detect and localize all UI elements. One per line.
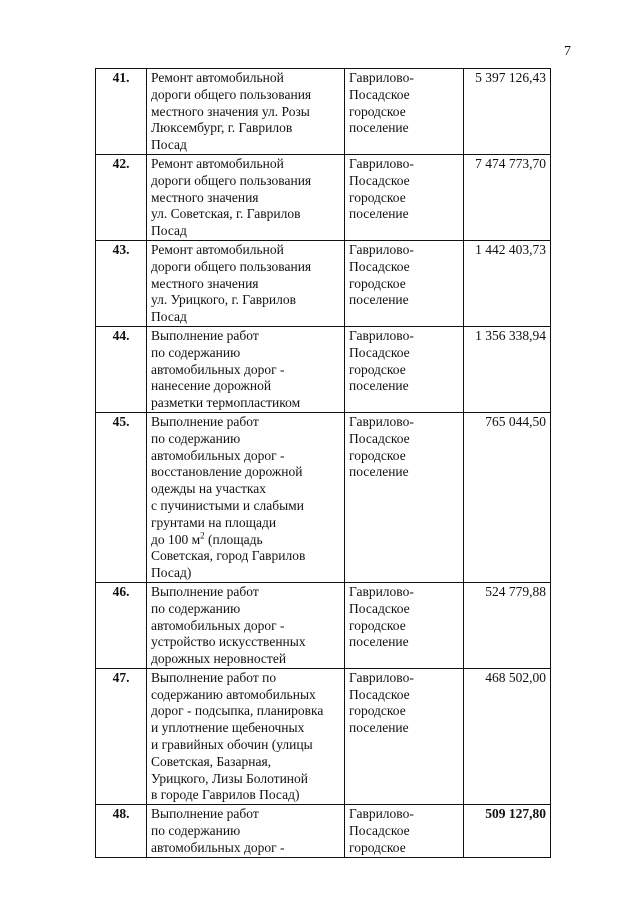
row-number: 48. (96, 805, 147, 857)
page-number: 7 (564, 44, 571, 59)
amount-value: 765 044,50 (464, 412, 551, 582)
square-meter-superscript: 2 (200, 530, 205, 541)
table-row (96, 582, 551, 668)
table-row (96, 326, 551, 412)
table-row (96, 69, 551, 155)
row-number: 45. (96, 412, 147, 582)
settlement-name: Гаврилово- Посадское городское поселение (345, 240, 464, 326)
work-description: Ремонт автомобильной дороги общего пользования местного значения ул. Розы Люксембург, г. Гаврилов Посад (147, 69, 345, 155)
row-number: 43. (96, 240, 147, 326)
work-description (147, 412, 345, 582)
amount-value: 468 502,00 (464, 668, 551, 804)
row-number: 44. (96, 326, 147, 412)
description-text: Выполнение работ по содержанию автомобильных дорог - восстановление дорожной одежды на участках с пучинистыми и слабыми грунтами на площади до 100 м (151, 413, 304, 547)
amount-value: 1 442 403,73 (464, 240, 551, 326)
table-row (96, 154, 551, 240)
row-number: 42. (96, 154, 147, 240)
settlement-name: Гаврилово- Посадское городское поселение (345, 69, 464, 155)
description-text-continued: (площадь Советская, город Гаврилов Посад) (151, 531, 306, 581)
table-row (96, 668, 551, 804)
amount-value: 1 356 338,94 (464, 326, 551, 412)
work-description: Выполнение работ по содержанию автомобильных дорог - нанесение дорожной разметки термопластиком (147, 326, 345, 412)
table-row (96, 240, 551, 326)
settlement-name: Гаврилово- Посадское городское поселение (345, 326, 464, 412)
amount-value: 7 474 773,70 (464, 154, 551, 240)
work-description: Выполнение работ по содержанию автомобильных дорог - подсыпка, планировка и уплотнение щебеночных и гравийных обочин (улицы Советская, Базарная, Урицкого, Лизы Болотиной в городе Гаврилов Посад) (147, 668, 345, 804)
work-description: Выполнение работ по содержанию автомобильных дорог - (147, 805, 345, 857)
settlement-name: Гаврилово- Посадское городское поселение (345, 412, 464, 582)
row-number: 41. (96, 69, 147, 155)
amount-value: 5 397 126,43 (464, 69, 551, 155)
settlement-name: Гаврилово- Посадское городское (345, 805, 464, 857)
work-description: Ремонт автомобильной дороги общего пользования местного значения ул. Советская, г. Гаврилов Посад (147, 154, 345, 240)
table-row (96, 412, 551, 582)
settlement-name: Гаврилово- Посадское городское поселение (345, 668, 464, 804)
amount-value: 509 127,80 (464, 805, 551, 857)
work-description: Выполнение работ по содержанию автомобильных дорог - устройство искусственных дорожных неровностей (147, 582, 345, 668)
table-row (96, 805, 551, 857)
settlement-name: Гаврилово- Посадское городское поселение (345, 582, 464, 668)
row-number: 47. (96, 668, 147, 804)
settlement-name: Гаврилово- Посадское городское поселение (345, 154, 464, 240)
row-number: 46. (96, 582, 147, 668)
works-table (95, 68, 551, 858)
work-description: Ремонт автомобильной дороги общего пользования местного значения ул. Урицкого, г. Гаврилов Посад (147, 240, 345, 326)
amount-value: 524 779,88 (464, 582, 551, 668)
